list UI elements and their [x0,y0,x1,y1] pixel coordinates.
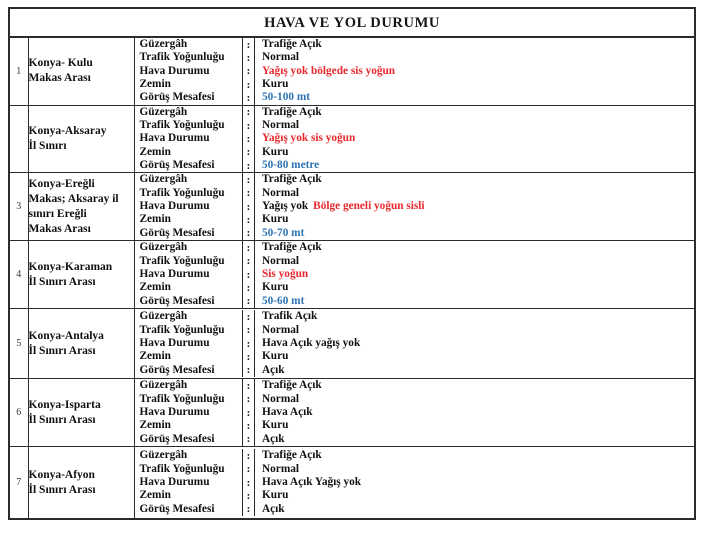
status-field-row-visibility [135,364,695,377]
field-separator: : [243,463,255,476]
field-label-weather: Hava Durumu [135,132,243,145]
field-separator: : [243,281,255,294]
status-fields-cell [134,309,695,379]
field-separator: : [243,419,255,432]
field-value-weather [255,476,695,489]
field-value-traffic [255,324,695,337]
route-name-line: Konya-Afyon [28,468,95,481]
route-name-line: İl Sınırı Arası [28,344,96,357]
status-field-row-visibility [135,159,695,172]
row-index-cell: 1 [9,37,28,105]
field-value-segment: Trafiğe Açık [262,38,322,50]
field-value-segment: Trafik Açık [262,310,318,323]
field-value-segment: Normal [262,254,300,267]
field-value-route [255,38,695,51]
table-title-row [9,8,695,37]
field-value-segment: Kuru [262,419,289,432]
field-separator: : [243,146,255,159]
route-name-line: Konya-Isparta [28,398,101,411]
route-name-cell [28,447,134,519]
field-value-segment: Trafiğe Açık [262,173,322,186]
field-separator: : [243,393,255,406]
status-fields-table [135,379,695,446]
field-value-weather [255,268,695,281]
field-separator: : [243,200,255,213]
status-field-row-surface [135,350,695,363]
field-separator: : [243,51,255,64]
field-label-route: Güzergâh [135,38,243,51]
status-fields-cell [134,105,695,173]
field-value-surface [255,419,695,432]
field-separator: : [243,503,255,516]
route-name-line: sınırı Ereğli [28,207,87,220]
route-name-cell [28,379,134,447]
field-value-surface [255,281,695,294]
field-separator: : [243,337,255,350]
field-label-visibility: Görüş Mesafesi [135,159,243,172]
field-value-segment: Sis yoğun [262,268,309,281]
route-name-line: Konya- Kulu [28,57,93,70]
route-name-line: İl Sınırı Arası [28,483,96,496]
field-value-segment: Normal [262,186,300,199]
page-title: HAVA VE YOL DURUMU [264,14,440,31]
field-separator: : [243,295,255,308]
table-row [9,105,695,173]
field-separator: : [243,364,255,377]
field-separator: : [243,433,255,446]
field-value-segment: Açık [262,363,285,376]
field-value-surface [255,350,695,363]
route-name-cell [28,309,134,379]
field-value-traffic [255,119,695,132]
field-value-route [255,173,695,186]
route-name-line: Konya-Aksaray [28,124,107,137]
status-fields-cell [134,447,695,519]
field-value-segment: Normal [262,462,300,475]
field-label-route: Güzergâh [135,449,243,462]
field-label-traffic: Trafik Yoğunluğu [135,119,243,132]
status-field-row-traffic [135,51,695,64]
status-field-row-surface [135,213,695,226]
route-name-line: Makas Arası [28,72,91,85]
field-label-traffic: Trafik Yoğunluğu [135,393,243,406]
status-field-row-visibility [135,91,695,104]
field-label-visibility: Görüş Mesafesi [135,433,243,446]
table-row [9,379,695,447]
route-name-cell [28,241,134,309]
row-index-cell [9,105,28,173]
field-label-traffic: Trafik Yoğunluğu [135,324,243,337]
field-value-weather [255,406,695,419]
status-field-row-weather [135,268,695,281]
field-separator: : [243,324,255,337]
route-name-line: Makas Arası [28,222,91,235]
field-value-weather [255,132,695,145]
field-value-route [255,241,695,254]
field-value-surface [255,146,695,159]
status-field-row-visibility [135,295,695,308]
status-fields-table [135,38,695,105]
field-value-segment: Trafiğe Açık [262,379,322,392]
field-label-route: Güzergâh [135,173,243,186]
field-label-visibility: Görüş Mesafesi [135,364,243,377]
field-label-surface: Zemin [135,281,243,294]
table-title-cell [9,8,695,37]
status-fields-table [135,241,695,308]
field-label-route: Güzergâh [135,106,243,119]
status-fields-cell [134,241,695,309]
table-row [9,309,695,379]
route-name-line: Konya-Ereğli [28,177,95,190]
row-index-cell: 6 [9,379,28,447]
field-separator: : [243,227,255,240]
field-separator: : [243,65,255,78]
field-value-segment: Hava Açık [262,406,313,419]
route-name-cell [28,105,134,173]
field-value-segment: Kuru [262,350,289,363]
status-field-row-route [135,241,695,254]
status-field-row-route [135,38,695,51]
field-value-segment: 50-100 mt [262,91,311,104]
field-label-traffic: Trafik Yoğunluğu [135,187,243,200]
status-field-row-weather [135,200,695,213]
field-value-segment: Kuru [262,489,289,502]
status-field-row-traffic [135,119,695,132]
field-value-segment: Yağış yok [262,200,309,213]
table-row [9,37,695,105]
field-value-segment: Hava Açık Yağış yok [262,475,362,488]
field-label-traffic: Trafik Yoğunluğu [135,463,243,476]
field-value-route [255,449,695,462]
field-value-route [255,310,695,323]
field-value-route [255,379,695,392]
status-field-row-traffic [135,255,695,268]
status-field-row-route [135,379,695,392]
field-value-traffic [255,51,695,64]
field-value-visibility [255,159,695,172]
route-name-line: Konya-Karaman [28,260,113,273]
field-separator: : [243,159,255,172]
field-value-visibility [255,503,695,516]
field-value-traffic [255,255,695,268]
table-row [9,241,695,309]
field-separator: : [243,310,255,323]
field-separator: : [243,379,255,392]
field-value-segment: Bölge geneli yoğun sisli [313,200,425,213]
field-value-segment: Yağış yok bölgede sis yoğun [262,64,396,77]
status-field-row-surface [135,78,695,91]
field-value-weather [255,65,695,78]
row-index-cell: 4 [9,241,28,309]
field-value-segment: 50-70 mt [262,226,305,239]
field-separator: : [243,268,255,281]
route-name-line: İl Sınırı Arası [28,413,96,426]
status-fields-table [135,310,695,377]
field-value-visibility [255,91,695,104]
status-field-row-route [135,310,695,323]
field-value-segment: Normal [262,392,300,405]
field-label-visibility: Görüş Mesafesi [135,503,243,516]
hava-ve-yol-durumu-table [8,7,696,520]
field-label-weather: Hava Durumu [135,337,243,350]
field-label-visibility: Görüş Mesafesi [135,295,243,308]
field-value-visibility [255,433,695,446]
status-field-row-route [135,106,695,119]
field-value-segment: 50-60 mt [262,294,305,307]
field-value-traffic [255,463,695,476]
status-field-row-surface [135,146,695,159]
status-field-row-route [135,449,695,462]
status-field-row-traffic [135,463,695,476]
status-field-row-weather [135,337,695,350]
field-label-surface: Zemin [135,213,243,226]
field-value-segment: Normal [262,51,300,64]
field-value-segment: Trafiğe Açık [262,449,322,462]
field-value-visibility [255,227,695,240]
field-value-segment: Kuru [262,213,289,226]
field-value-segment: Yağış yok sis yoğun [262,132,356,145]
field-separator: : [243,255,255,268]
field-label-surface: Zemin [135,419,243,432]
field-separator: : [243,119,255,132]
field-value-segment: Açık [262,502,285,515]
field-separator: : [243,173,255,186]
field-value-segment: Trafiğe Açık [262,105,322,118]
field-label-weather: Hava Durumu [135,268,243,281]
status-field-row-surface [135,281,695,294]
row-index-cell: 3 [9,173,28,241]
status-field-row-weather [135,406,695,419]
field-label-weather: Hava Durumu [135,406,243,419]
status-field-row-visibility [135,227,695,240]
status-field-row-traffic [135,324,695,337]
field-value-weather [255,337,695,350]
field-separator: : [243,476,255,489]
status-fields-table [135,449,695,516]
field-value-traffic [255,393,695,406]
field-label-surface: Zemin [135,350,243,363]
status-field-row-route [135,173,695,186]
status-field-row-traffic [135,187,695,200]
field-separator: : [243,213,255,226]
field-value-segment: Hava Açık yağış yok [262,337,361,350]
field-label-route: Güzergâh [135,379,243,392]
field-label-route: Güzergâh [135,241,243,254]
status-fields-cell [134,173,695,241]
route-name-cell [28,37,134,105]
field-label-weather: Hava Durumu [135,200,243,213]
field-separator: : [243,38,255,51]
route-name-cell [28,173,134,241]
status-fields-table [135,106,695,173]
field-separator: : [243,406,255,419]
field-separator: : [243,350,255,363]
field-separator: : [243,449,255,462]
field-value-surface [255,78,695,91]
status-field-row-visibility [135,503,695,516]
field-value-weather [255,200,695,213]
field-label-visibility: Görüş Mesafesi [135,227,243,240]
field-value-visibility [255,364,695,377]
status-field-row-surface [135,419,695,432]
status-field-row-weather [135,476,695,489]
field-separator: : [243,187,255,200]
field-label-traffic: Trafik Yoğunluğu [135,51,243,64]
table-row [9,447,695,519]
field-separator: : [243,78,255,91]
status-field-row-surface [135,489,695,502]
field-value-segment: 50-80 metre [262,158,320,171]
field-value-segment: Normal [262,118,300,131]
status-field-row-visibility [135,433,695,446]
field-separator: : [243,132,255,145]
field-label-traffic: Trafik Yoğunluğu [135,255,243,268]
table-body [9,8,695,519]
field-value-route [255,106,695,119]
field-value-segment: Kuru [262,77,289,90]
field-value-traffic [255,187,695,200]
field-separator: : [243,241,255,254]
field-value-segment: Açık [262,432,285,445]
field-separator: : [243,489,255,502]
status-fields-cell [134,37,695,105]
status-field-row-weather [135,65,695,78]
field-value-segment: Trafiğe Açık [262,241,322,254]
table-row [9,173,695,241]
field-label-route: Güzergâh [135,310,243,323]
status-fields-table [135,173,695,240]
field-value-surface [255,489,695,502]
route-name-line: Konya-Antalya [28,329,104,342]
field-separator: : [243,91,255,104]
field-separator: : [243,106,255,119]
row-index-cell: 5 [9,309,28,379]
row-index-cell: 7 [9,447,28,519]
route-name-line: İl Sınırı [28,139,67,152]
route-name-line: İl Sınırı Arası [28,275,96,288]
field-label-surface: Zemin [135,489,243,502]
route-name-line: Makas; Aksaray il [28,192,119,205]
field-label-visibility: Görüş Mesafesi [135,91,243,104]
field-label-weather: Hava Durumu [135,65,243,78]
field-value-visibility [255,295,695,308]
field-label-surface: Zemin [135,78,243,91]
status-field-row-traffic [135,393,695,406]
status-field-row-weather [135,132,695,145]
status-fields-cell [134,379,695,447]
field-label-surface: Zemin [135,146,243,159]
field-value-segment: Kuru [262,281,289,294]
field-value-surface [255,213,695,226]
field-label-weather: Hava Durumu [135,476,243,489]
field-value-segment: Kuru [262,145,289,158]
field-value-segment: Normal [262,323,300,336]
